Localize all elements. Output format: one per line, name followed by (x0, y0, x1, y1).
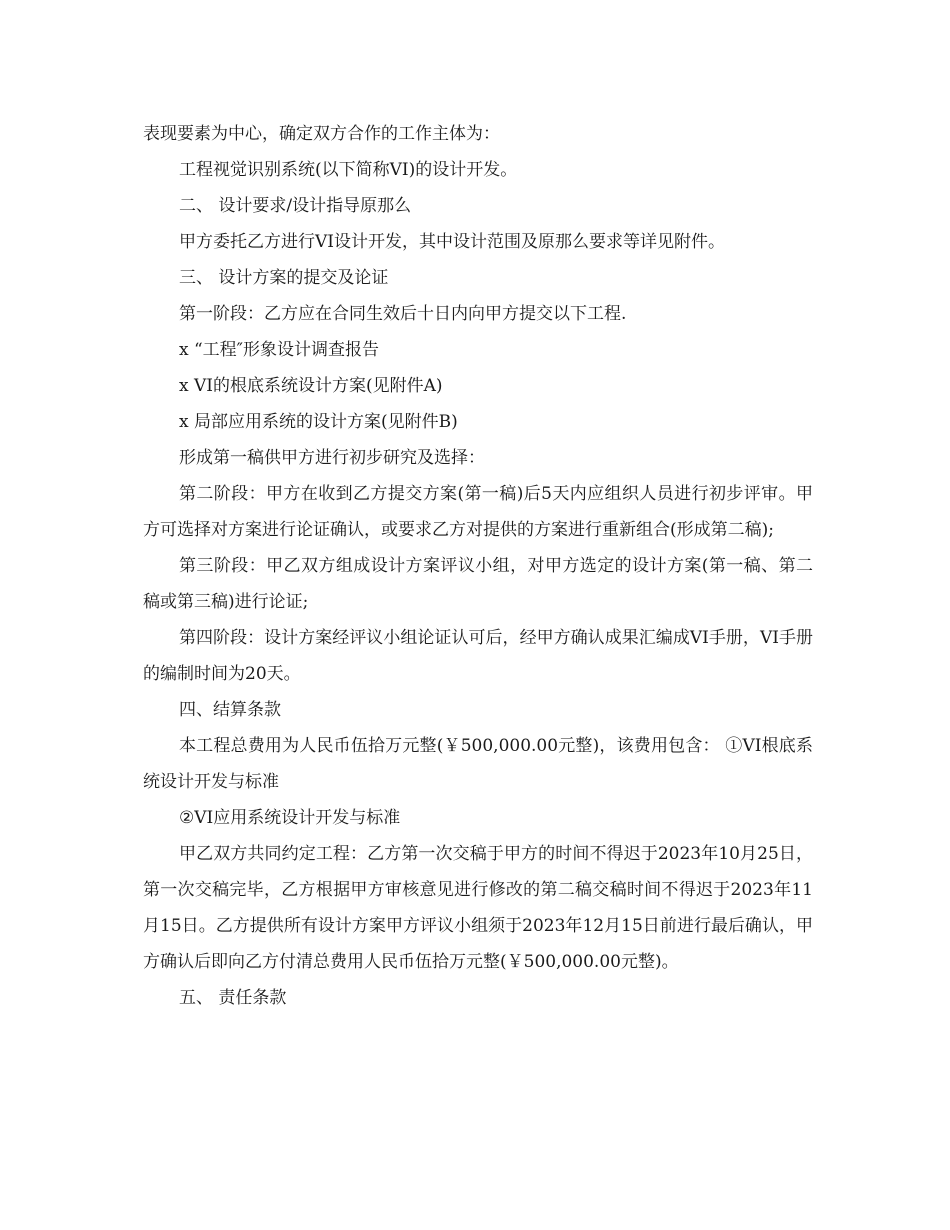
paragraph-stage-3: 第三阶段：甲乙双方组成设计方案评议小组，对甲方选定的设计方案(第一稿、第二稿或第三稿)进行论证; (143, 556, 813, 612)
document-body (143, 116, 813, 1016)
section-heading-2: 二、 设计要求/设计指导原那么 (179, 196, 412, 216)
paragraph-first-draft: 形成第一稿供甲方进行初步研究及选择： (179, 448, 485, 468)
section-heading-4: 四、结算条款 (179, 700, 281, 720)
paragraph-fee-item-2: ②VI应用系统设计开发与标准 (179, 808, 401, 828)
list-item-application-system: x 局部应用系统的设计方案(见附件B) (179, 412, 458, 432)
paragraph-design-scope: 甲方委托乙方进行VI设计开发，其中设计范围及原那么要求等详见附件。 (179, 232, 725, 252)
paragraph-stage-4: 第四阶段：设计方案经评议小组论证认可后，经甲方确认成果汇编成VI手册，VI手册的编制时间为20天。 (143, 628, 813, 684)
paragraph-subject: 工程视觉识别系统(以下简称VI)的设计开发。 (179, 160, 518, 180)
section-heading-5: 五、 责任条款 (179, 988, 287, 1008)
paragraph-schedule: 甲乙双方共同约定工程：乙方第一次交稿于甲方的时间不得迟于2023年10月25日，第一次交稿完毕，乙方根据甲方审核意见进行修改的第二稿交稿时间不得迟于2023年11月15日。乙方提供所有设计方案甲方评议小组须于2023年12月15日前进行最后确认，甲方确认后即向乙方付清总费用人民币伍拾万元整(￥500,000.00元整)。 (143, 844, 813, 972)
paragraph-stage-1: 第一阶段：乙方应在合同生效后十日内向甲方提交以下工程. (179, 304, 627, 324)
list-item-survey-report: x “工程″形象设计调查报告 (179, 340, 380, 360)
paragraph-intro: 表现要素为中心，确定双方合作的工作主体为： (143, 124, 500, 144)
paragraph-total-fee: 本工程总费用为人民币伍拾万元整(￥500,000.00元整)，该费用包含： ①VI根底系统设计开发与标准 (143, 736, 813, 792)
paragraph-stage-2: 第二阶段：甲方在收到乙方提交方案(第一稿)后5天内应组织人员进行初步评审。甲方可选择对方案进行论证确认，或要求乙方对提供的方案进行重新组合(形成第二稿); (143, 484, 813, 540)
section-heading-3: 三、 设计方案的提交及论证 (179, 268, 389, 288)
list-item-basic-system: x VI的根底系统设计方案(见附件A) (179, 376, 443, 396)
